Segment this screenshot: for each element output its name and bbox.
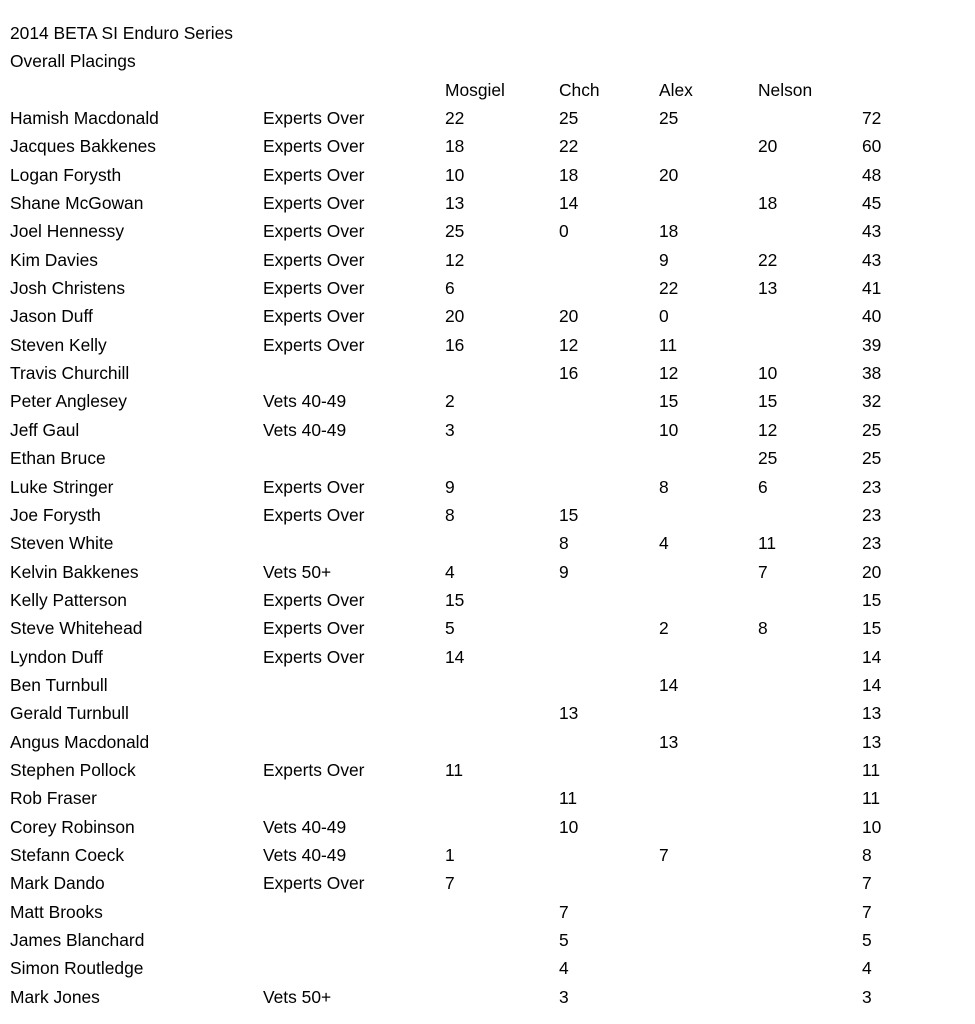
score-mosgiel	[445, 926, 559, 954]
rider-class	[263, 728, 445, 756]
score-chch: 25	[559, 108, 579, 129]
rider-name: Kelvin Bakkenes	[10, 561, 139, 582]
rider-name: Rob Fraser	[10, 788, 97, 809]
score-chch: 12	[559, 334, 579, 355]
score-total: 32	[862, 391, 882, 412]
score-nelson	[758, 501, 862, 529]
rider-class: Vets 50+	[263, 561, 332, 582]
rider-class: Vets 40-49	[263, 844, 347, 865]
score-chch	[559, 841, 659, 869]
rider-row	[10, 926, 940, 954]
rider-name: Lyndon Duff	[10, 646, 103, 667]
score-alex: 8	[659, 476, 669, 497]
score-alex	[659, 558, 758, 586]
rider-class: Experts Over	[263, 193, 365, 214]
rider-name: Luke Stringer	[10, 476, 114, 497]
rider-row	[10, 302, 940, 330]
score-total: 11	[862, 788, 881, 809]
score-mosgiel: 6	[445, 278, 455, 299]
score-total: 40	[862, 306, 882, 327]
score-nelson	[758, 926, 862, 954]
score-chch: 20	[559, 306, 579, 327]
score-alex: 4	[659, 533, 669, 554]
score-total: 38	[862, 363, 882, 384]
score-total: 13	[862, 731, 882, 752]
score-nelson: 15	[758, 391, 778, 412]
score-alex	[659, 586, 758, 614]
rider-class: Vets 40-49	[263, 816, 347, 837]
score-chch: 15	[559, 504, 579, 525]
score-total: 48	[862, 164, 882, 185]
rider-class: Vets 40-49	[263, 419, 347, 440]
score-alex	[659, 699, 758, 727]
score-chch	[559, 756, 659, 784]
score-chch	[559, 869, 659, 897]
column-header-name	[10, 76, 263, 104]
rider-row	[10, 387, 940, 415]
column-header-mosgiel: Mosgiel	[445, 79, 505, 100]
score-chch: 0	[559, 221, 569, 242]
score-mosgiel	[445, 813, 559, 841]
rider-class	[263, 898, 445, 926]
score-chch: 8	[559, 533, 569, 554]
score-nelson: 22	[758, 249, 778, 270]
rider-class: Experts Over	[263, 476, 365, 497]
score-total: 7	[862, 873, 872, 894]
score-nelson	[758, 643, 862, 671]
score-chch	[559, 614, 659, 642]
score-total: 14	[862, 674, 882, 695]
rider-row	[10, 274, 940, 302]
rider-name: Simon Routledge	[10, 958, 144, 979]
column-header-alex: Alex	[659, 79, 693, 100]
score-total: 4	[862, 958, 872, 979]
score-nelson	[758, 983, 862, 1011]
score-total: 43	[862, 221, 882, 242]
score-mosgiel: 14	[445, 646, 465, 667]
score-mosgiel: 11	[445, 759, 464, 780]
rider-class: Experts Over	[263, 249, 365, 270]
score-alex: 22	[659, 278, 679, 299]
column-header-row	[10, 76, 940, 104]
score-chch: 3	[559, 986, 569, 1007]
rider-name: James Blanchard	[10, 930, 145, 950]
rider-name: Mark Jones	[10, 986, 100, 1007]
score-chch	[559, 643, 659, 671]
rider-name: Steve Whitehead	[10, 618, 143, 639]
score-alex	[659, 983, 758, 1011]
score-nelson	[758, 728, 862, 756]
rider-row	[10, 132, 940, 160]
score-mosgiel: 18	[445, 136, 465, 157]
rider-name: Angus Macdonald	[10, 731, 150, 752]
rider-class: Experts Over	[263, 618, 365, 639]
rider-row	[10, 813, 940, 841]
rider-class: Experts Over	[263, 589, 365, 610]
score-nelson	[758, 784, 862, 812]
score-chch: 5	[559, 930, 569, 950]
score-total: 15	[862, 589, 882, 610]
score-alex	[659, 501, 758, 529]
score-mosgiel	[445, 699, 559, 727]
rider-name: Kim Davies	[10, 249, 98, 270]
results-table	[10, 76, 940, 1011]
rider-name: Kelly Patterson	[10, 589, 127, 610]
column-header-chch: Chch	[559, 79, 600, 100]
score-mosgiel: 1	[445, 844, 455, 865]
rider-name: Stephen Pollock	[10, 759, 136, 780]
rider-row	[10, 643, 940, 671]
score-mosgiel: 12	[445, 249, 465, 270]
score-total: 10	[862, 816, 882, 837]
rider-row	[10, 898, 940, 926]
score-nelson	[758, 756, 862, 784]
score-alex: 11	[659, 334, 678, 355]
score-total: 23	[862, 504, 882, 525]
score-chch	[559, 473, 659, 501]
score-nelson: 25	[758, 448, 778, 469]
score-mosgiel: 22	[445, 108, 465, 129]
score-mosgiel: 25	[445, 221, 465, 242]
rider-class: Experts Over	[263, 221, 365, 242]
rider-row	[10, 699, 940, 727]
score-total: 23	[862, 476, 882, 497]
rider-row	[10, 246, 940, 274]
score-alex: 13	[659, 731, 679, 752]
rider-class	[263, 444, 445, 472]
rider-row	[10, 784, 940, 812]
rider-class	[263, 359, 445, 387]
score-mosgiel: 9	[445, 476, 455, 497]
rider-name: Jason Duff	[10, 306, 93, 327]
score-total: 25	[862, 419, 882, 440]
rider-name: Shane McGowan	[10, 193, 144, 214]
rider-row	[10, 331, 940, 359]
score-total: 60	[862, 136, 882, 157]
score-nelson	[758, 813, 862, 841]
score-total: 41	[862, 278, 882, 299]
rider-class: Experts Over	[263, 759, 365, 780]
score-alex: 14	[659, 674, 679, 695]
score-mosgiel	[445, 954, 559, 982]
page-subtitle: Overall Placings	[10, 51, 136, 72]
rider-class: Experts Over	[263, 164, 365, 185]
rider-name: Mark Dando	[10, 873, 105, 894]
rider-row	[10, 728, 940, 756]
score-alex	[659, 784, 758, 812]
rider-name: Steven White	[10, 533, 114, 554]
score-alex: 9	[659, 249, 669, 270]
score-chch: 18	[559, 164, 579, 185]
rider-name: Joe Forysth	[10, 504, 101, 525]
score-nelson: 20	[758, 136, 778, 157]
rider-row	[10, 756, 940, 784]
rider-row	[10, 104, 940, 132]
score-nelson	[758, 161, 862, 189]
score-mosgiel: 10	[445, 164, 465, 185]
score-nelson	[758, 699, 862, 727]
score-mosgiel	[445, 983, 559, 1011]
rider-name: Steven Kelly	[10, 334, 107, 355]
results-table-body	[10, 104, 940, 1011]
score-mosgiel: 20	[445, 306, 465, 327]
column-header-class	[263, 76, 445, 104]
rider-class	[263, 954, 445, 982]
score-alex	[659, 756, 758, 784]
rider-class: Experts Over	[263, 136, 365, 157]
score-nelson: 18	[758, 193, 778, 214]
score-alex: 0	[659, 306, 669, 327]
rider-class: Experts Over	[263, 873, 365, 894]
score-total: 5	[862, 930, 872, 950]
rider-name: Josh Christens	[10, 278, 126, 299]
score-mosgiel	[445, 898, 559, 926]
rider-name: Ben Turnbull	[10, 674, 108, 695]
rider-row	[10, 869, 940, 897]
score-total: 20	[862, 561, 882, 582]
score-chch: 22	[559, 136, 579, 157]
score-mosgiel	[445, 444, 559, 472]
score-chch	[559, 387, 659, 415]
rider-row	[10, 473, 940, 501]
rider-row	[10, 444, 940, 472]
rider-name: Logan Forysth	[10, 164, 122, 185]
score-nelson	[758, 671, 862, 699]
score-alex	[659, 132, 758, 160]
score-nelson	[758, 898, 862, 926]
rider-class: Experts Over	[263, 646, 365, 667]
rider-row	[10, 359, 940, 387]
score-alex: 2	[659, 618, 669, 639]
score-alex	[659, 869, 758, 897]
score-nelson	[758, 869, 862, 897]
score-mosgiel: 13	[445, 193, 465, 214]
score-total: 39	[862, 334, 882, 355]
score-mosgiel: 4	[445, 561, 455, 582]
rider-name: Matt Brooks	[10, 901, 103, 922]
score-chch	[559, 728, 659, 756]
rider-row	[10, 416, 940, 444]
score-total: 14	[862, 646, 882, 667]
score-alex	[659, 189, 758, 217]
score-alex: 7	[659, 844, 669, 865]
rider-row	[10, 217, 940, 245]
score-mosgiel	[445, 784, 559, 812]
rider-row	[10, 841, 940, 869]
rider-row	[10, 586, 940, 614]
score-chch	[559, 444, 659, 472]
score-mosgiel: 7	[445, 873, 455, 894]
score-total: 25	[862, 448, 882, 469]
rider-row	[10, 671, 940, 699]
score-nelson	[758, 331, 862, 359]
score-alex	[659, 643, 758, 671]
score-chch	[559, 416, 659, 444]
score-nelson	[758, 104, 862, 132]
score-chch	[559, 246, 659, 274]
rider-name: Ethan Bruce	[10, 448, 106, 469]
score-total: 23	[862, 533, 882, 554]
score-chch: 13	[559, 703, 579, 724]
score-chch: 7	[559, 901, 569, 922]
rider-name: Hamish Macdonald	[10, 108, 159, 129]
score-mosgiel: 8	[445, 504, 455, 525]
score-nelson: 13	[758, 278, 778, 299]
score-nelson	[758, 841, 862, 869]
rider-name: Stefann Coeck	[10, 844, 125, 865]
score-nelson: 11	[758, 533, 777, 554]
score-mosgiel: 16	[445, 334, 465, 355]
score-alex	[659, 898, 758, 926]
column-header-nelson: Nelson	[758, 79, 813, 100]
rider-name: Travis Churchill	[10, 363, 130, 384]
rider-class: Experts Over	[263, 306, 365, 327]
rider-class	[263, 671, 445, 699]
score-total: 15	[862, 618, 882, 639]
rider-class: Vets 40-49	[263, 391, 347, 412]
score-alex	[659, 444, 758, 472]
score-chch: 4	[559, 958, 569, 979]
rider-class: Experts Over	[263, 334, 365, 355]
rider-class	[263, 529, 445, 557]
rider-name: Gerald Turnbull	[10, 703, 129, 724]
rider-name: Joel Hennessy	[10, 221, 125, 242]
score-nelson: 7	[758, 561, 768, 582]
score-nelson	[758, 586, 862, 614]
rider-class: Experts Over	[263, 278, 365, 299]
score-alex: 25	[659, 108, 679, 129]
score-nelson: 10	[758, 363, 778, 384]
score-total: 45	[862, 193, 882, 214]
score-alex	[659, 926, 758, 954]
score-mosgiel: 2	[445, 391, 455, 412]
score-nelson: 12	[758, 419, 778, 440]
rider-row	[10, 161, 940, 189]
rider-name: Jeff Gaul	[10, 419, 80, 440]
score-total: 7	[862, 901, 872, 922]
score-nelson: 8	[758, 618, 768, 639]
score-alex: 12	[659, 363, 679, 384]
score-chch: 11	[559, 788, 578, 809]
rider-name: Corey Robinson	[10, 816, 135, 837]
score-nelson	[758, 217, 862, 245]
rider-name: Peter Anglesey	[10, 391, 127, 412]
rider-class: Experts Over	[263, 108, 365, 129]
score-total: 43	[862, 249, 882, 270]
score-alex: 20	[659, 164, 679, 185]
score-total: 13	[862, 703, 882, 724]
rider-row	[10, 529, 940, 557]
score-mosgiel	[445, 671, 559, 699]
page-title: 2014 BETA SI Enduro Series	[10, 23, 233, 43]
rider-row	[10, 954, 940, 982]
score-nelson: 6	[758, 476, 768, 497]
column-header-total	[862, 76, 940, 104]
score-alex	[659, 954, 758, 982]
score-mosgiel: 5	[445, 618, 455, 639]
rider-class: Vets 50+	[263, 986, 332, 1007]
rider-row	[10, 614, 940, 642]
score-total: 8	[862, 844, 872, 865]
rider-class	[263, 699, 445, 727]
score-nelson	[758, 954, 862, 982]
score-chch: 9	[559, 561, 569, 582]
score-chch: 14	[559, 193, 579, 214]
rider-row	[10, 501, 940, 529]
score-chch: 10	[559, 816, 579, 837]
score-alex: 15	[659, 391, 679, 412]
rider-class	[263, 784, 445, 812]
score-mosgiel	[445, 529, 559, 557]
score-total: 11	[862, 759, 881, 780]
rider-row	[10, 558, 940, 586]
score-chch: 16	[559, 363, 579, 384]
score-mosgiel	[445, 359, 559, 387]
rider-row	[10, 983, 940, 1011]
score-alex: 10	[659, 419, 679, 440]
rider-class	[263, 926, 445, 954]
score-chch	[559, 586, 659, 614]
rider-row	[10, 189, 940, 217]
score-mosgiel	[445, 728, 559, 756]
score-alex: 18	[659, 221, 679, 242]
rider-name: Jacques Bakkenes	[10, 136, 156, 157]
score-mosgiel: 3	[445, 419, 455, 440]
score-nelson	[758, 302, 862, 330]
score-total: 72	[862, 108, 882, 129]
score-alex	[659, 813, 758, 841]
rider-class: Experts Over	[263, 504, 365, 525]
score-total: 3	[862, 986, 872, 1007]
score-chch	[559, 671, 659, 699]
score-chch	[559, 274, 659, 302]
score-mosgiel: 15	[445, 589, 465, 610]
